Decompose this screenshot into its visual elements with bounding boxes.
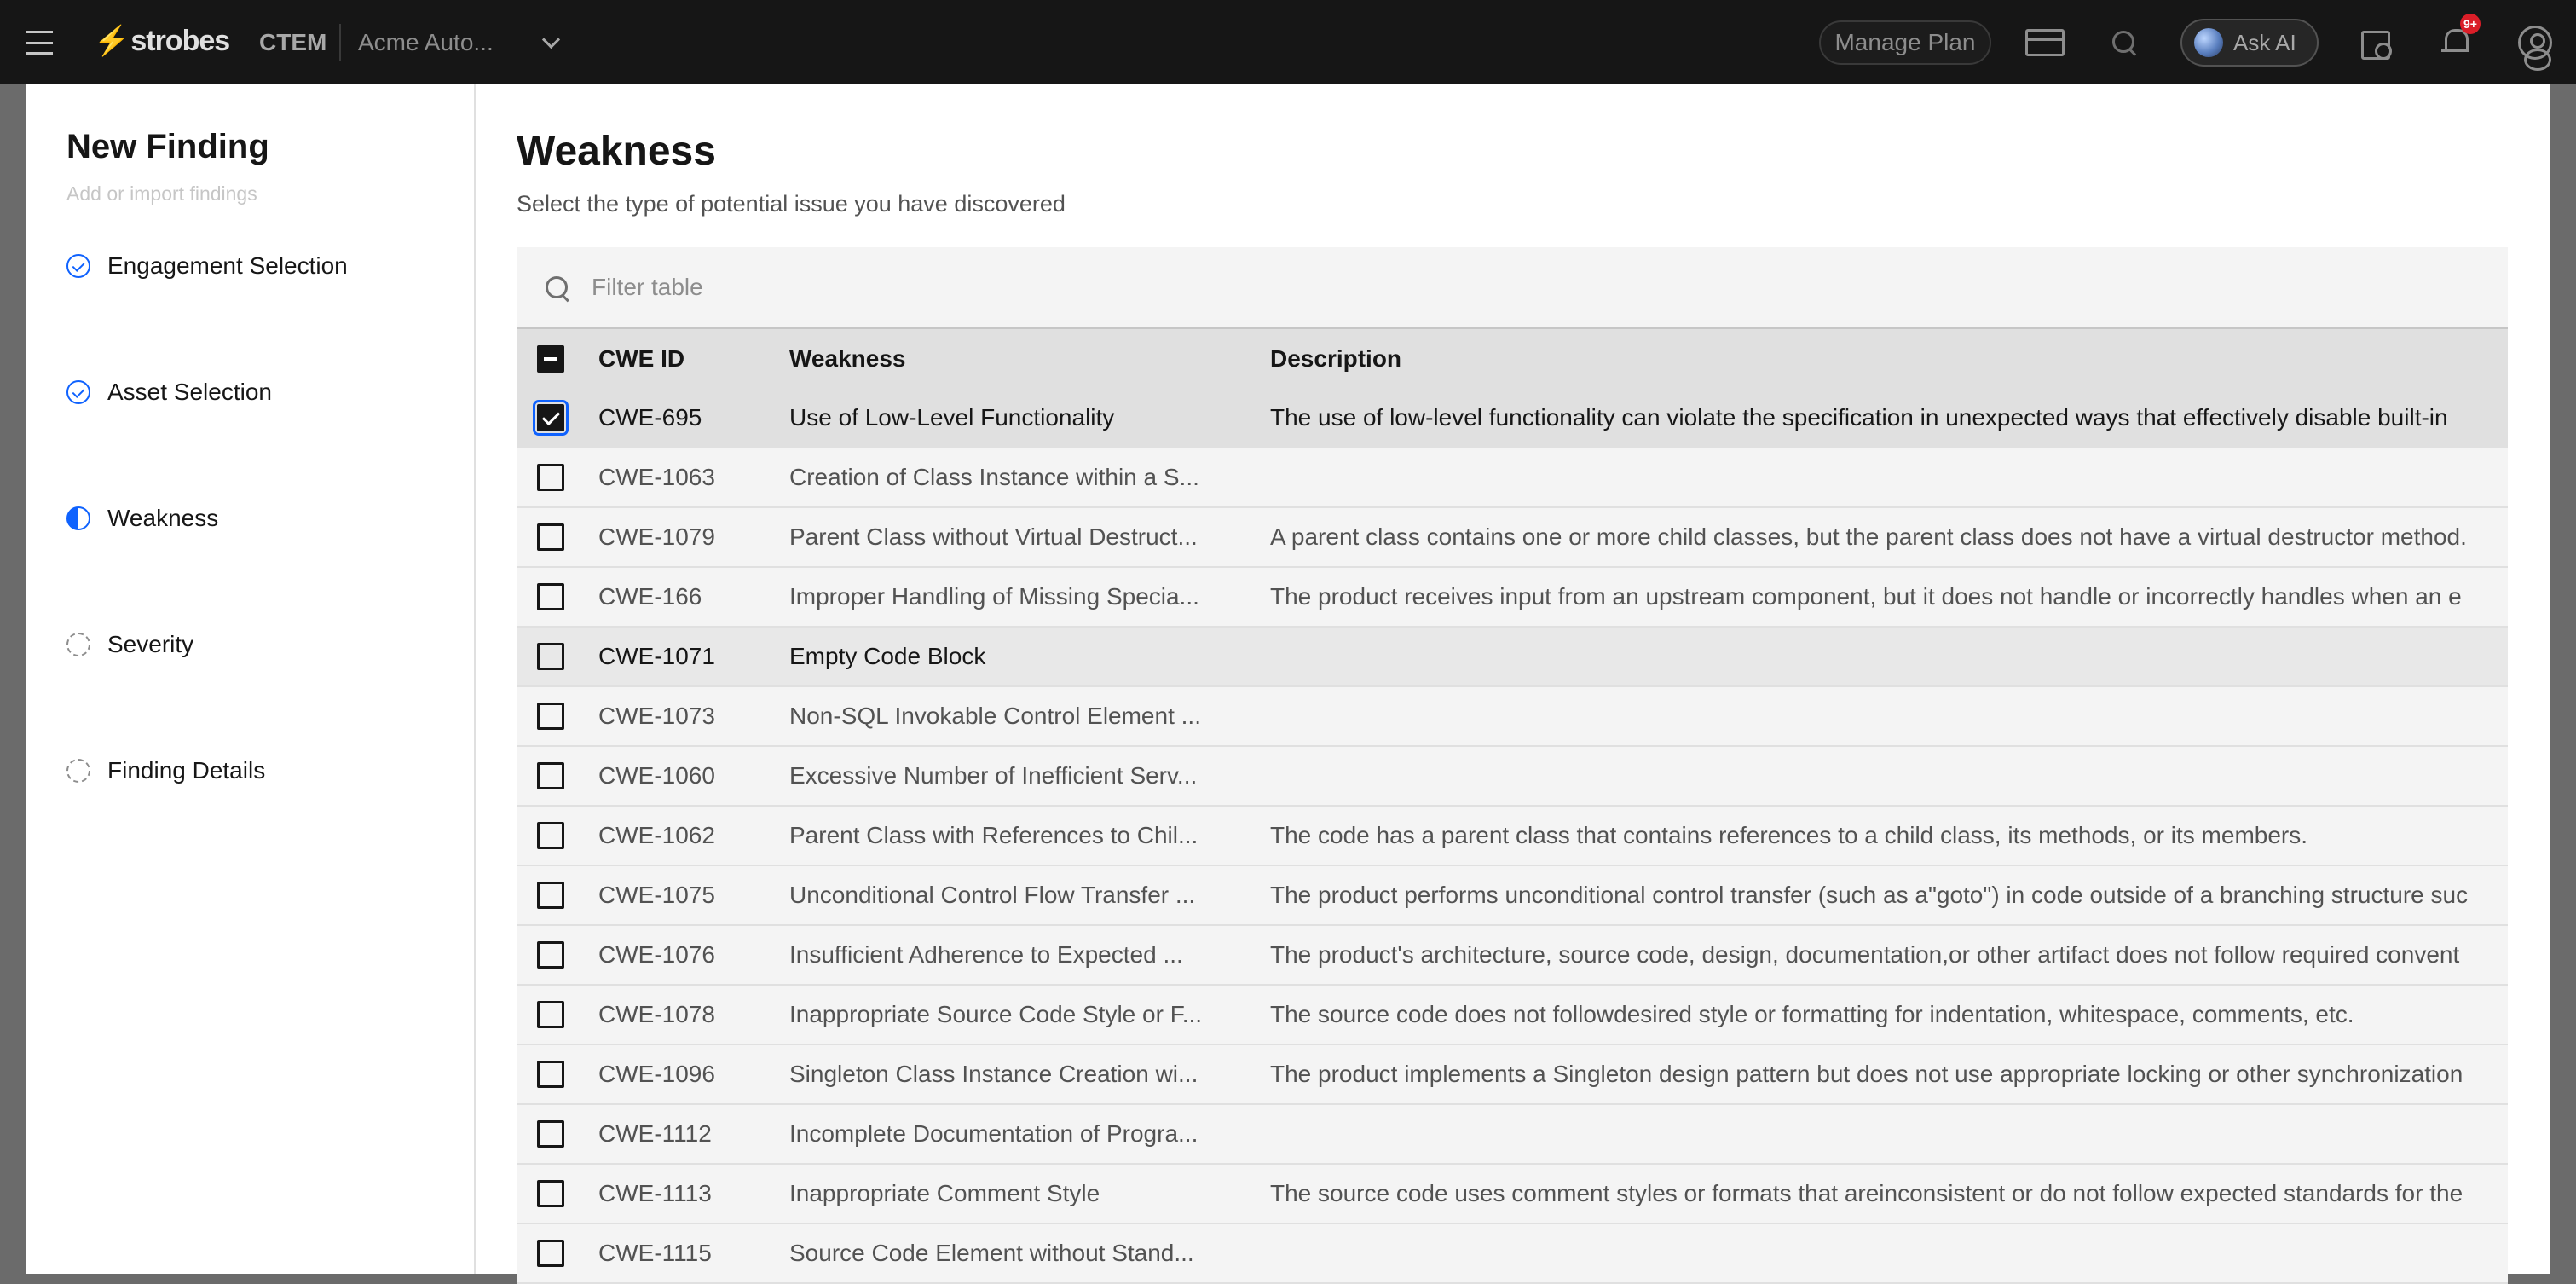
ask-ai-button[interactable] <box>2180 19 2319 67</box>
row-checkbox-cell <box>517 1240 598 1267</box>
cwe-id-cell: CWE-166 <box>598 583 702 610</box>
row-checkbox-cell <box>517 822 598 849</box>
table-header <box>517 329 2508 389</box>
row-checkbox-cell <box>517 1120 598 1148</box>
row-checkbox[interactable] <box>537 1240 564 1267</box>
weakness-cell: Non-SQL Invokable Control Element ... <box>789 703 1201 729</box>
row-checkbox-cell <box>517 941 598 969</box>
step-severity[interactable] <box>66 628 193 662</box>
cwe-id-cell: CWE-695 <box>598 404 702 431</box>
table-row[interactable] <box>517 687 2508 747</box>
row-checkbox-cell <box>517 583 598 610</box>
row-checkbox[interactable] <box>537 822 564 849</box>
page-title: Weakness <box>517 129 716 174</box>
row-checkbox-cell <box>517 703 598 730</box>
weakness-cell: Inappropriate Source Code Style or F... <box>789 1001 1203 1027</box>
notification-badge: 9+ <box>2460 14 2481 34</box>
row-checkbox[interactable] <box>537 1001 564 1028</box>
product-name: CTEM <box>259 29 327 55</box>
cwe-id-cell: CWE-1115 <box>598 1240 712 1266</box>
description-cell: The code has a parent class that contains references to a child class, its methods, or its members. <box>1270 822 2308 848</box>
table-row[interactable] <box>517 628 2508 687</box>
column-header-weakness[interactable]: Weakness <box>789 345 906 372</box>
table-row[interactable] <box>517 1165 2508 1224</box>
description-cell: The product receives input from an upstream component, but it does not handle or incorrectly handles when an e <box>1270 583 2462 610</box>
row-checkbox-cell <box>517 404 598 431</box>
description-cell: The product implements a Singleton design pattern but does not use appropriate locking or other synchronization <box>1270 1061 2463 1087</box>
manage-plan-button[interactable]: Manage Plan <box>1819 20 1991 65</box>
workspace-selector[interactable]: Acme Auto... <box>358 29 494 55</box>
row-checkbox-cell <box>517 464 598 491</box>
table-row[interactable] <box>517 926 2508 986</box>
step-label: Finding Details <box>107 757 266 784</box>
table-row[interactable] <box>517 747 2508 807</box>
progress-sidebar <box>26 84 476 1274</box>
row-checkbox[interactable] <box>537 523 564 551</box>
table-row[interactable] <box>517 866 2508 926</box>
cwe-id-cell: CWE-1063 <box>598 464 715 490</box>
row-checkbox[interactable] <box>537 404 564 431</box>
step-finding-details[interactable] <box>66 754 265 788</box>
description-cell: The use of low-level functionality can violate the specification in unexpected ways that effectively disable built-in <box>1270 404 2448 431</box>
cwe-id-cell: CWE-1073 <box>598 703 715 729</box>
sidebar-title: New Finding <box>66 128 269 165</box>
weakness-cell: Parent Class with References to Chil... <box>789 822 1198 848</box>
table-row[interactable] <box>517 1224 2508 1284</box>
table-row[interactable] <box>517 448 2508 508</box>
search-icon <box>544 275 573 304</box>
brand-name: strobes <box>130 24 230 57</box>
checkmark-circle-icon <box>66 254 90 278</box>
page-subtitle: Select the type of potential issue you have discovered <box>517 191 1066 217</box>
cwe-id-cell: CWE-1078 <box>598 1001 715 1027</box>
description-cell: A parent class contains one or more child classes, but the parent class does not have a virtual destructor method. <box>1270 523 2467 550</box>
calendar-settings-icon[interactable] <box>2358 26 2392 60</box>
table-row[interactable] <box>517 986 2508 1045</box>
cwe-id-cell: CWE-1079 <box>598 523 715 550</box>
row-checkbox[interactable] <box>537 703 564 730</box>
weakness-cell: Empty Code Block <box>789 643 986 669</box>
table-row[interactable] <box>517 389 2508 448</box>
step-label: Asset Selection <box>107 379 272 405</box>
weakness-cell: Excessive Number of Inefficient Serv... <box>789 762 1198 789</box>
weakness-cell: Inappropriate Comment Style <box>789 1180 1100 1206</box>
topbar-divider <box>339 24 341 61</box>
select-all-cell <box>517 345 598 373</box>
description-cell: The product performs unconditional control transfer (such as a"goto") in code outside of a branching structure suc <box>1270 882 2469 908</box>
row-checkbox[interactable] <box>537 1061 564 1088</box>
table-filter-bar <box>517 247 2508 329</box>
row-checkbox[interactable] <box>537 1120 564 1148</box>
cwe-id-cell: CWE-1096 <box>598 1061 715 1087</box>
row-checkbox-cell <box>517 1180 598 1207</box>
row-checkbox-cell <box>517 1061 598 1088</box>
new-finding-panel <box>26 84 2550 1274</box>
dashed-circle-icon <box>66 759 90 783</box>
row-checkbox[interactable] <box>537 583 564 610</box>
step-weakness[interactable] <box>66 501 218 535</box>
weakness-main-content <box>517 84 2523 1274</box>
row-checkbox[interactable] <box>537 882 564 909</box>
user-avatar-icon[interactable] <box>2518 26 2552 60</box>
description-cell: The source code does not followdesired style or formatting for indentation, whitespace, comments, etc. <box>1270 1001 2354 1027</box>
row-checkbox-cell <box>517 882 598 909</box>
filter-table-input[interactable] <box>592 266 1955 309</box>
hamburger-menu-icon[interactable] <box>20 26 58 60</box>
cwe-id-cell: CWE-1062 <box>598 822 715 848</box>
weakness-table <box>517 247 2508 1266</box>
weakness-cell: Parent Class without Virtual Destruct... <box>789 523 1198 550</box>
weakness-cell: Insufficient Adherence to Expected ... <box>789 941 1183 968</box>
row-checkbox-cell <box>517 523 598 551</box>
description-cell: The product's architecture, source code, design, documentation,or other artifact does not follow required convent <box>1270 941 2460 968</box>
row-checkbox-cell <box>517 762 598 789</box>
half-circle-icon <box>66 506 90 530</box>
table-row[interactable] <box>517 807 2508 866</box>
table-body <box>517 389 2508 1284</box>
cwe-id-cell: CWE-1071 <box>598 643 715 669</box>
top-navigation-bar <box>0 0 2576 84</box>
weakness-cell: Singleton Class Instance Creation wi... <box>789 1061 1198 1087</box>
chevron-down-icon[interactable] <box>534 26 568 60</box>
description-cell: The source code uses comment styles or formats that areinconsistent or do not follow expected standards for the <box>1270 1180 2463 1206</box>
dashed-circle-icon <box>66 633 90 656</box>
cwe-id-cell: CWE-1112 <box>598 1120 712 1147</box>
weakness-cell: Source Code Element without Stand... <box>789 1240 1194 1266</box>
row-checkbox-cell <box>517 643 598 670</box>
cwe-id-cell: CWE-1060 <box>598 762 715 789</box>
weakness-cell: Use of Low-Level Functionality <box>789 404 1115 431</box>
ask-ai-label: Ask AI <box>2233 29 2296 55</box>
weakness-cell: Unconditional Control Flow Transfer ... <box>789 882 1196 908</box>
row-checkbox[interactable] <box>537 1180 564 1207</box>
row-checkbox[interactable] <box>537 464 564 491</box>
table-row[interactable] <box>517 508 2508 568</box>
bolt-icon: ⚡ <box>94 25 130 57</box>
weakness-cell: Incomplete Documentation of Progra... <box>789 1120 1198 1147</box>
checkmark-circle-icon <box>66 380 90 404</box>
step-engagement-selection[interactable] <box>66 249 348 283</box>
table-row[interactable] <box>517 568 2508 628</box>
cwe-id-cell: CWE-1075 <box>598 882 715 908</box>
row-checkbox-cell <box>517 1001 598 1028</box>
step-label: Severity <box>107 631 194 657</box>
sidebar-subtitle: Add or import findings <box>66 182 257 205</box>
brand-logo[interactable] <box>94 22 229 60</box>
column-header-description[interactable]: Description <box>1270 345 1402 372</box>
step-label: Weakness <box>107 505 219 531</box>
weakness-cell: Creation of Class Instance within a S... <box>789 464 1199 490</box>
credit-card-icon[interactable] <box>2025 29 2065 56</box>
cwe-id-cell: CWE-1076 <box>598 941 715 968</box>
row-checkbox[interactable] <box>537 941 564 969</box>
select-all-checkbox[interactable] <box>537 345 564 373</box>
table-row[interactable] <box>517 1045 2508 1105</box>
row-checkbox[interactable] <box>537 762 564 789</box>
row-checkbox[interactable] <box>537 643 564 670</box>
weakness-cell: Improper Handling of Missing Specia... <box>789 583 1199 610</box>
cwe-id-cell: CWE-1113 <box>598 1180 712 1206</box>
search-icon[interactable] <box>2107 26 2141 60</box>
step-asset-selection[interactable] <box>66 375 272 409</box>
ai-orb-icon <box>2194 28 2223 57</box>
table-row[interactable] <box>517 1105 2508 1165</box>
step-label: Engagement Selection <box>107 252 348 279</box>
column-header-cwe-id[interactable]: CWE ID <box>598 345 685 372</box>
